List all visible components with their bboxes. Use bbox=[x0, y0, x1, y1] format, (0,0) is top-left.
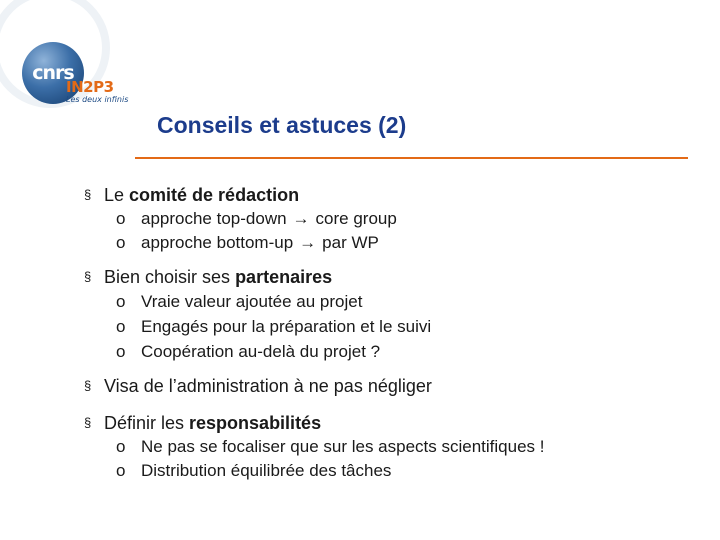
heading-text: Bien choisir ses bbox=[104, 267, 236, 287]
section-bullet-icon: § bbox=[84, 187, 92, 202]
cnrs-in2p3-logo bbox=[0, 0, 160, 130]
list-item: Engagés pour la préparation et le suivi bbox=[141, 317, 432, 336]
section-bullet-icon: § bbox=[84, 378, 92, 393]
list-item: Distribution équilibrée des tâches bbox=[141, 461, 392, 480]
section-heading bbox=[104, 183, 299, 207]
item-text: core group bbox=[315, 209, 397, 228]
list-item: Ne pas se focaliser que sur les aspects scientifiques ! bbox=[141, 437, 545, 456]
arrow-right-icon: → bbox=[292, 209, 310, 228]
list-item bbox=[141, 231, 379, 255]
section-heading bbox=[104, 411, 321, 435]
sub-bullet-icon: o bbox=[116, 209, 126, 228]
sub-bullet-icon: o bbox=[116, 437, 126, 456]
heading-emphasis: partenaires bbox=[235, 267, 333, 287]
section-bullet-icon: § bbox=[84, 269, 92, 284]
section-heading bbox=[104, 265, 332, 289]
list-item: Coopération au-delà du projet ? bbox=[141, 342, 381, 361]
sub-bullet-icon: o bbox=[116, 342, 126, 361]
list-item: Vraie valeur ajoutée au projet bbox=[141, 292, 363, 311]
section-heading: Visa de l’administration à ne pas négliger bbox=[104, 376, 432, 396]
heading-text: Le bbox=[104, 185, 130, 205]
slide-title: Conseils et astuces (2) bbox=[157, 112, 407, 138]
in2p3-logo-text: IN2P3 bbox=[66, 78, 114, 96]
sub-bullet-icon: o bbox=[116, 233, 126, 252]
heading-emphasis: comité de rédaction bbox=[129, 185, 300, 205]
sub-bullet-icon: o bbox=[116, 292, 126, 311]
cnrs-logo-text: cnrs bbox=[32, 62, 74, 84]
heading-text: Définir les bbox=[104, 413, 190, 433]
sub-bullet-icon: o bbox=[116, 461, 126, 480]
title-underline bbox=[135, 157, 688, 159]
item-text: par WP bbox=[322, 233, 379, 252]
item-text: approche bottom-up bbox=[141, 233, 294, 252]
heading-emphasis: responsabilités bbox=[189, 413, 322, 433]
list-item bbox=[141, 207, 397, 231]
section-bullet-icon: § bbox=[84, 415, 92, 430]
logo-tagline: Les deux infinis bbox=[66, 95, 129, 104]
item-text: approche top-down bbox=[141, 209, 287, 228]
sub-bullet-icon: o bbox=[116, 317, 126, 336]
arrow-right-icon: → bbox=[299, 233, 317, 252]
